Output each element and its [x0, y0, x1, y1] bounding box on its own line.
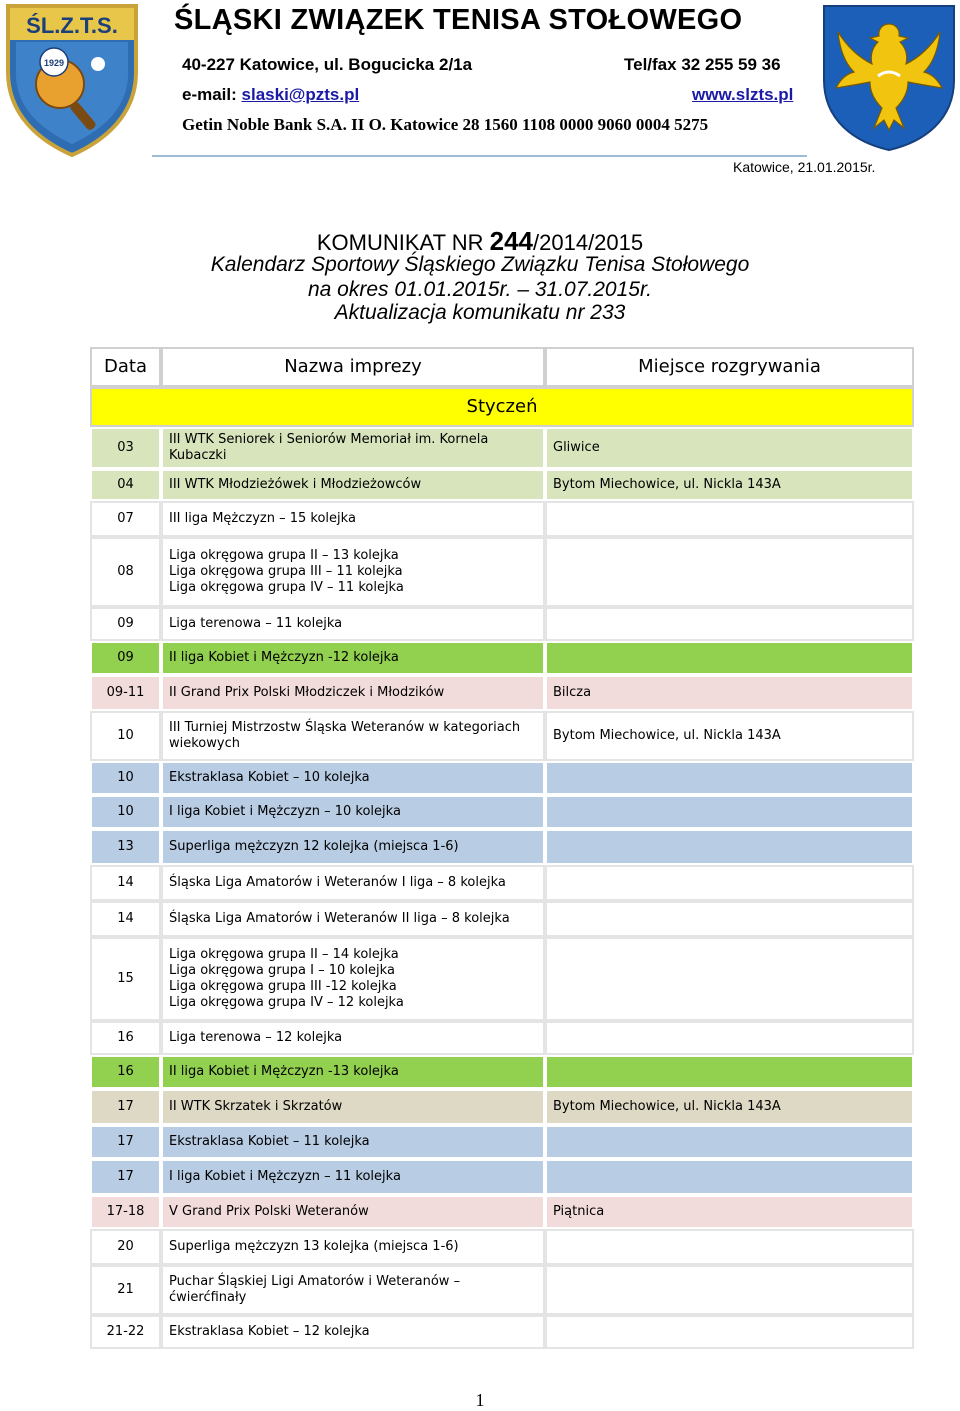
- header-divider: [152, 155, 807, 157]
- org-address: 40-227 Katowice, ul. Bogucicka 2/1a: [182, 55, 473, 74]
- event-date: 14: [90, 901, 161, 937]
- event-venue: Gliwice: [545, 427, 914, 469]
- event-date: 09: [90, 641, 161, 675]
- event-date: 14: [90, 865, 161, 901]
- table-row: [90, 795, 914, 829]
- org-title: ŚLĄSKI ZWIĄZEK TENISA STOŁOWEGO: [174, 4, 743, 36]
- silesian-eagle-coat-of-arms-icon: [820, 2, 958, 152]
- page-number: 1: [475, 1390, 485, 1410]
- event-venue: [545, 1265, 914, 1315]
- header-event-name: Nazwa imprezy: [161, 347, 545, 387]
- event-date: 21: [90, 1265, 161, 1315]
- table-row: [90, 761, 914, 795]
- event-date: 10: [90, 795, 161, 829]
- event-name: Superliga mężczyzn 12 kolejka (miejsca 1-6): [161, 829, 545, 865]
- event-date: 09: [90, 607, 161, 641]
- event-venue: [545, 537, 914, 607]
- event-date: 07: [90, 501, 161, 537]
- slzts-shield-logo: [2, 2, 142, 158]
- header-date: Data: [90, 347, 161, 387]
- event-name: III liga Mężczyzn – 15 kolejka: [161, 501, 545, 537]
- calendar-title: Kalendarz Sportowy Śląskiego Związku Tenisa Stołowego: [210, 253, 750, 276]
- table-row: [90, 1315, 914, 1349]
- table-row: [90, 1195, 914, 1229]
- event-name: Śląska Liga Amatorów i Weteranów I liga – 8 kolejka: [161, 865, 545, 901]
- event-venue: [545, 501, 914, 537]
- table-row: [90, 937, 914, 1021]
- communique-number: KOMUNIKAT NR 244/2014/2015: [316, 226, 644, 256]
- table-row: [90, 1055, 914, 1089]
- event-venue: [545, 795, 914, 829]
- month-label: Styczeń: [90, 387, 914, 427]
- event-venue: Piątnica: [545, 1195, 914, 1229]
- calendar-period: na okres 01.01.2015r. – 31.07.2015r.: [307, 278, 653, 301]
- event-venue: [545, 829, 914, 865]
- email-label: e-mail:: [182, 85, 242, 104]
- event-venue: Bytom Miechowice, ul. Nickla 143A: [545, 711, 914, 761]
- table-header-row: [90, 347, 914, 387]
- event-venue: [545, 761, 914, 795]
- table-row: [90, 1229, 914, 1265]
- table-row: [90, 607, 914, 641]
- table-row: [90, 537, 914, 607]
- event-name: Ekstraklasa Kobiet – 10 kolejka: [161, 761, 545, 795]
- event-date: 16: [90, 1055, 161, 1089]
- email-link[interactable]: slaski@pzts.pl: [241, 85, 360, 104]
- logo-lettering: ŚL.Z.T.S.: [26, 13, 118, 38]
- event-date: 15: [90, 937, 161, 1021]
- event-name: Superliga mężczyzn 13 kolejka (miejsca 1-6): [161, 1229, 545, 1265]
- table-row: [90, 829, 914, 865]
- event-venue: [545, 865, 914, 901]
- event-venue: [545, 1159, 914, 1195]
- event-venue: [545, 901, 914, 937]
- event-name: Liga terenowa – 12 kolejka: [161, 1021, 545, 1055]
- event-name: II liga Kobiet i Mężczyzn -13 kolejka: [161, 1055, 545, 1089]
- event-date: 17: [90, 1159, 161, 1195]
- event-name: III Turniej Mistrzostw Śląska Weteranów w kategoriach wiekowych: [161, 711, 545, 761]
- org-telephone: Tel/fax 32 255 59 36: [624, 55, 781, 74]
- table-row: [90, 711, 914, 761]
- org-email-line: [182, 85, 359, 105]
- event-venue: [545, 1055, 914, 1089]
- table-row: [90, 427, 914, 469]
- table-row: [90, 501, 914, 537]
- event-name: V Grand Prix Polski Weteranów: [161, 1195, 545, 1229]
- event-date: 03: [90, 427, 161, 469]
- event-name: Liga terenowa – 11 kolejka: [161, 607, 545, 641]
- event-name: I liga Kobiet i Mężczyzn – 11 kolejka: [161, 1159, 545, 1195]
- event-date: 10: [90, 711, 161, 761]
- document-date: Katowice, 21.01.2015r.: [733, 159, 876, 175]
- event-date: 09-11: [90, 675, 161, 711]
- event-name: II Grand Prix Polski Młodziczek i Młodzików: [161, 675, 545, 711]
- event-venue: [545, 937, 914, 1021]
- table-row: [90, 469, 914, 501]
- event-date: 21-22: [90, 1315, 161, 1349]
- event-venue: Bytom Miechowice, ul. Nickla 143A: [545, 469, 914, 501]
- event-venue: [545, 1315, 914, 1349]
- event-name: Ekstraklasa Kobiet – 12 kolejka: [161, 1315, 545, 1349]
- table-row: [90, 1089, 914, 1125]
- event-name: Puchar Śląskiej Ligi Amatorów i Weteranów – ćwierćfinały: [161, 1265, 545, 1315]
- event-date: 17: [90, 1125, 161, 1159]
- event-calendar-table: [90, 347, 914, 1349]
- event-venue: [545, 641, 914, 675]
- event-venue: Bytom Miechowice, ul. Nickla 143A: [545, 1089, 914, 1125]
- table-row: [90, 1159, 914, 1195]
- event-date: 17-18: [90, 1195, 161, 1229]
- event-venue: [545, 607, 914, 641]
- table-row: [90, 1125, 914, 1159]
- event-name: III WTK Młodzieżówek i Młodzieżowców: [161, 469, 545, 501]
- event-venue: Bilcza: [545, 675, 914, 711]
- event-venue: [545, 1229, 914, 1265]
- table-row: [90, 641, 914, 675]
- event-name: II WTK Skrzatek i Skrzatów: [161, 1089, 545, 1125]
- event-name: Liga okręgowa grupa II – 14 kolejka Liga okręgowa grupa I – 10 kolejka Liga okręgowa grupa III -12 kolejka Liga okręgowa grupa IV – 12 kolejka: [161, 937, 545, 1021]
- event-name: III WTK Seniorek i Seniorów Memoriał im. Kornela Kubaczki: [161, 427, 545, 469]
- event-date: 17: [90, 1089, 161, 1125]
- event-venue: [545, 1021, 914, 1055]
- event-date: 13: [90, 829, 161, 865]
- table-row: [90, 901, 914, 937]
- svg-text:1929: 1929: [43, 58, 65, 68]
- event-date: 04: [90, 469, 161, 501]
- event-name: Śląska Liga Amatorów i Weteranów II liga – 8 kolejka: [161, 901, 545, 937]
- event-date: 16: [90, 1021, 161, 1055]
- month-row: [90, 387, 914, 427]
- bank-account: Getin Noble Bank S.A. II O. Katowice 28 1560 1108 0000 9060 0004 5275: [182, 115, 709, 134]
- table-row: [90, 865, 914, 901]
- table-row: [90, 1021, 914, 1055]
- update-note: Aktualizacja komunikatu nr 233: [334, 301, 626, 324]
- event-name: Liga okręgowa grupa II – 13 kolejka Liga okręgowa grupa III – 11 kolejka Liga okręgowa grupa IV – 11 kolejka: [161, 537, 545, 607]
- event-name: II liga Kobiet i Mężczyzn -12 kolejka: [161, 641, 545, 675]
- table-row: [90, 675, 914, 711]
- website-link[interactable]: www.slzts.pl: [692, 85, 794, 104]
- event-name: I liga Kobiet i Mężczyzn – 10 kolejka: [161, 795, 545, 829]
- event-venue: [545, 1125, 914, 1159]
- event-name: Ekstraklasa Kobiet – 11 kolejka: [161, 1125, 545, 1159]
- event-date: 10: [90, 761, 161, 795]
- table-row: [90, 1265, 914, 1315]
- header-venue: Miejsce rozgrywania: [545, 347, 914, 387]
- event-date: 08: [90, 537, 161, 607]
- event-date: 20: [90, 1229, 161, 1265]
